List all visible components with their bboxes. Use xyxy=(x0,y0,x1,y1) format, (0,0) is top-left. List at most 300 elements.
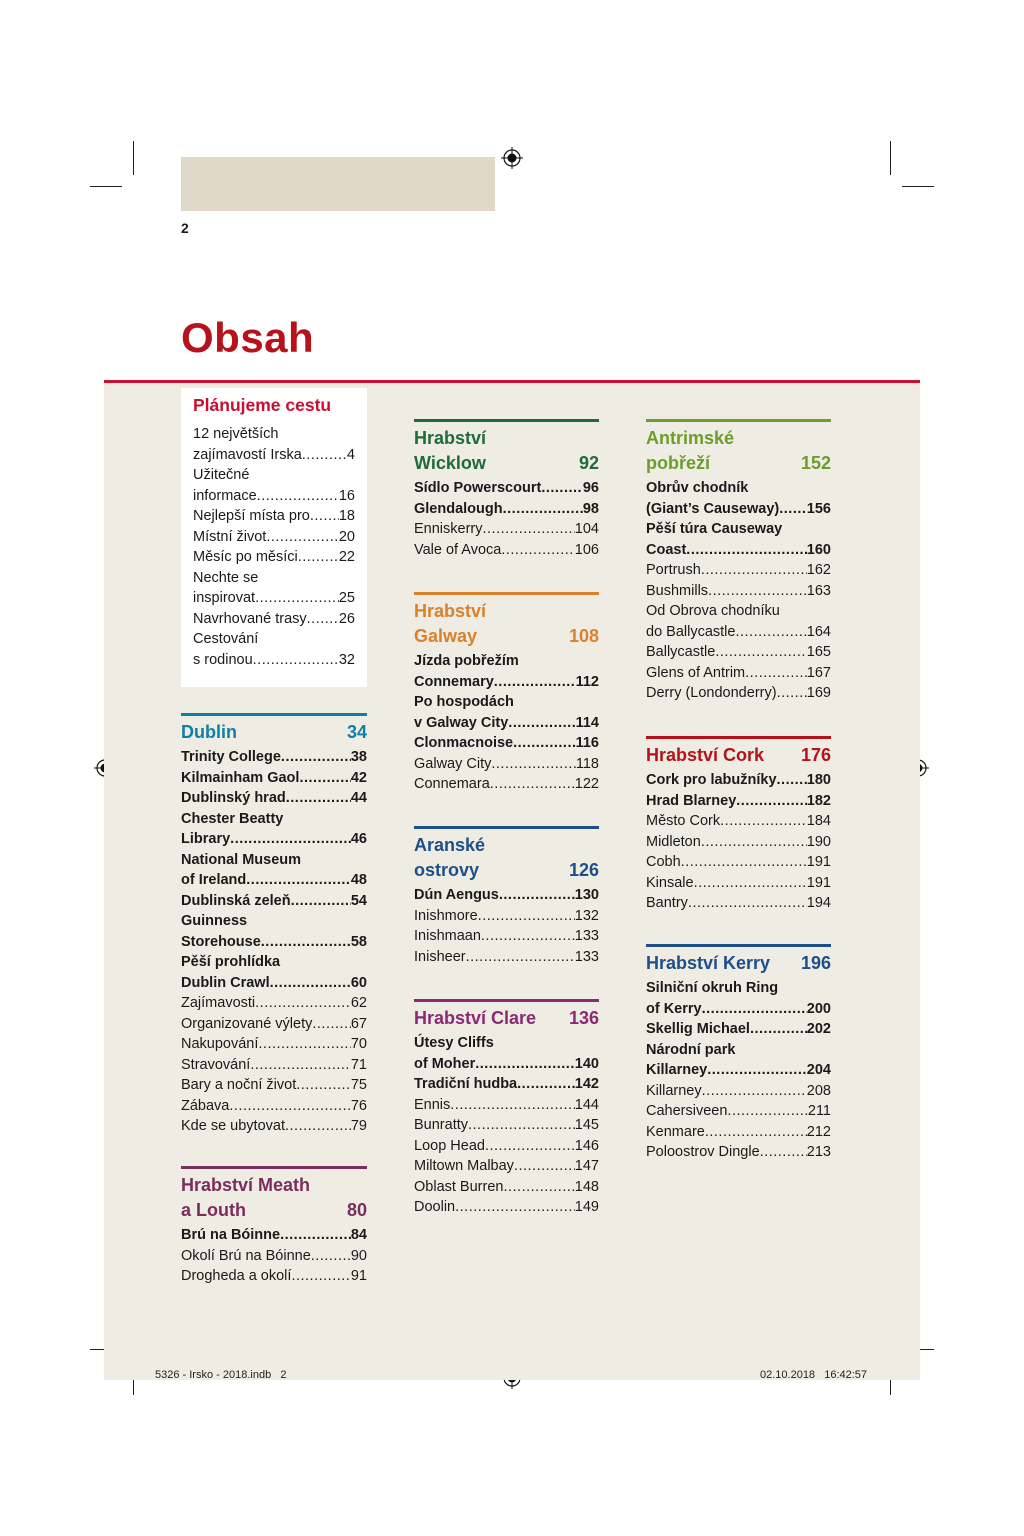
toc-entry-page: 122 xyxy=(574,776,599,792)
dot-leader xyxy=(266,527,339,548)
toc-entry-page: 182 xyxy=(806,792,831,809)
toc-entry[interactable] xyxy=(646,770,831,791)
toc-entry-page: 191 xyxy=(806,874,831,891)
toc-entry[interactable] xyxy=(646,683,831,704)
toc-entry-title: Dublinská zeleň xyxy=(181,892,291,909)
toc-entry-page: 162 xyxy=(806,562,831,578)
toc-entry[interactable] xyxy=(414,1074,599,1095)
section-heading-2: Galway xyxy=(414,626,478,646)
toc-entry[interactable] xyxy=(646,540,831,561)
toc-entry-title: Loop Head xyxy=(414,1137,485,1154)
toc-entry[interactable] xyxy=(414,519,599,540)
toc-entry-title: Bunratty xyxy=(414,1117,468,1133)
dot-leader xyxy=(541,478,583,499)
dot-leader xyxy=(261,932,351,953)
toc-entry[interactable] xyxy=(181,1055,367,1076)
page-title: Obsah xyxy=(181,314,315,361)
section-wicklow xyxy=(414,419,599,560)
toc-entry-title: Stravování xyxy=(181,1056,251,1073)
section-heading-2: Wicklow xyxy=(414,453,486,473)
toc-entry[interactable] xyxy=(646,581,831,602)
dot-leader xyxy=(517,1074,575,1095)
toc-entry-page: 145 xyxy=(574,1117,599,1133)
toc-entry[interactable] xyxy=(646,1142,831,1163)
toc-entry-page: 130 xyxy=(574,887,599,903)
toc-entry[interactable] xyxy=(646,499,831,520)
toc-entry-title: Derry (Londonderry) xyxy=(646,685,777,701)
dot-leader xyxy=(229,1096,350,1117)
title-rule xyxy=(104,380,920,383)
toc-entry-title: v Galway City xyxy=(414,714,509,731)
entry-list xyxy=(646,478,831,704)
toc-entry[interactable] xyxy=(181,747,367,768)
section-page: 176 xyxy=(800,745,831,765)
toc-entry-title: Killarney xyxy=(646,1062,708,1078)
toc-entry-title: Portrush xyxy=(646,562,701,578)
toc-entry-page: 79 xyxy=(350,1118,367,1134)
toc-entry[interactable] xyxy=(181,1014,367,1035)
toc-entry-title: inspirovat xyxy=(193,590,256,606)
section-meath-louth xyxy=(181,1166,367,1287)
toc-entry-title: Glens of Antrim xyxy=(646,664,746,681)
section-heading: Hrabství Meath xyxy=(181,1175,311,1195)
dot-leader xyxy=(705,1122,807,1143)
toc-entry[interactable] xyxy=(193,547,355,568)
toc-entry[interactable] xyxy=(414,906,599,927)
section-heading: Hrabství Clare xyxy=(414,1008,537,1028)
section-page: 34 xyxy=(346,722,367,742)
toc-entry[interactable] xyxy=(181,1096,367,1117)
crop-mark xyxy=(902,186,934,187)
toc-entry[interactable] xyxy=(646,663,831,684)
dot-leader xyxy=(702,1081,807,1102)
section-page: 152 xyxy=(800,453,831,473)
section-page: 92 xyxy=(578,453,599,473)
toc-entry-lead: Útesy Cliffs xyxy=(414,1035,494,1051)
toc-entry-page: 116 xyxy=(575,735,599,751)
toc-entry-title: Cork pro labužníky xyxy=(646,772,777,788)
entry-list xyxy=(414,1033,599,1218)
toc-entry[interactable] xyxy=(181,1225,367,1246)
toc-entry[interactable] xyxy=(646,873,831,894)
toc-entry[interactable] xyxy=(193,445,355,466)
entry-list xyxy=(646,770,831,914)
toc-entry-title: Měsíc po měsíci xyxy=(193,549,298,565)
toc-entry[interactable] xyxy=(414,713,599,734)
section-page: 126 xyxy=(568,860,599,880)
toc-entry-page: 146 xyxy=(574,1137,599,1154)
entry-list xyxy=(414,651,599,795)
dot-leader xyxy=(681,852,807,873)
section-heading: Plánujeme cestu xyxy=(193,395,332,415)
dot-leader xyxy=(499,885,575,906)
dot-leader xyxy=(296,1075,351,1096)
toc-entry-page: 38 xyxy=(350,749,367,765)
toc-entry[interactable] xyxy=(181,1266,367,1287)
dot-leader xyxy=(750,1019,807,1040)
section-page: 108 xyxy=(568,626,599,646)
toc-entry[interactable] xyxy=(646,560,831,581)
registration-mark-icon xyxy=(501,147,523,169)
toc-entry-page: 202 xyxy=(806,1021,831,1037)
dot-leader xyxy=(777,683,807,704)
toc-entry-title: Clonmacnoise xyxy=(414,735,514,751)
toc-entry-page: 76 xyxy=(350,1097,367,1114)
dot-leader xyxy=(686,540,807,561)
toc-entry-page: 48 xyxy=(350,872,367,888)
crop-mark xyxy=(890,141,891,175)
toc-entry-title: Sídlo Powerscourt xyxy=(414,480,542,496)
toc-entry-page: 32 xyxy=(338,651,355,668)
dot-leader xyxy=(285,1116,351,1137)
toc-entry-page: 194 xyxy=(806,895,831,911)
dot-leader xyxy=(727,1101,807,1122)
dot-leader xyxy=(701,832,807,853)
toc-entry-page: 180 xyxy=(806,772,831,788)
dot-leader xyxy=(736,791,807,812)
toc-entry[interactable] xyxy=(646,832,831,853)
dot-leader xyxy=(694,873,807,894)
dot-leader xyxy=(481,926,575,947)
toc-entry-title: Zajímavosti xyxy=(181,995,256,1011)
toc-entry-page: 208 xyxy=(806,1082,831,1099)
dot-leader xyxy=(246,870,351,891)
section-page: 136 xyxy=(568,1008,599,1028)
crop-mark xyxy=(133,141,134,175)
section-rule xyxy=(414,419,599,422)
toc-entry[interactable] xyxy=(181,829,367,850)
toc-entry-title: Doolin xyxy=(414,1199,456,1215)
section-rule xyxy=(414,592,599,595)
toc-entry-title: Kinsale xyxy=(646,874,694,891)
dot-leader xyxy=(291,1266,350,1287)
toc-entry[interactable] xyxy=(181,932,367,953)
dot-leader xyxy=(779,499,807,520)
entry-list xyxy=(181,1225,367,1287)
toc-entry-title: Bary a noční život xyxy=(181,1077,297,1093)
dot-leader xyxy=(299,768,350,789)
toc-entry-title: Ennis xyxy=(414,1096,451,1113)
toc-entry[interactable] xyxy=(414,1136,599,1157)
toc-entry[interactable] xyxy=(646,1101,831,1122)
toc-entry[interactable] xyxy=(181,993,367,1014)
dot-leader xyxy=(475,1054,575,1075)
toc-entry-page: 156 xyxy=(806,500,831,517)
toc-entry-page: 114 xyxy=(575,714,599,731)
toc-entry[interactable] xyxy=(646,642,831,663)
toc-entry-page: 104 xyxy=(574,521,599,537)
dot-leader xyxy=(257,486,339,507)
print-slug-right: 02.10.2018 16:42:57 xyxy=(760,1369,868,1381)
dot-leader xyxy=(503,499,583,520)
section-heading: Hrabství Cork xyxy=(646,745,765,765)
toc-entry-page: 169 xyxy=(806,685,831,701)
dot-leader xyxy=(298,547,339,568)
toc-entry-title: (Giant’s Causeway) xyxy=(646,500,780,517)
dot-leader xyxy=(735,622,806,643)
toc-entry[interactable] xyxy=(646,811,831,832)
dot-leader xyxy=(307,609,339,630)
crop-mark xyxy=(90,186,122,187)
section-kerry xyxy=(646,944,831,1163)
toc-entry[interactable] xyxy=(414,754,599,775)
toc-entry-page: 147 xyxy=(574,1158,599,1174)
toc-entry-title: Hrad Blarney xyxy=(646,792,737,809)
toc-entry-lead: Guinness xyxy=(181,913,248,929)
dot-leader xyxy=(513,733,575,754)
toc-entry-title: Miltown Malbay xyxy=(414,1158,514,1174)
toc-entry[interactable] xyxy=(181,1116,367,1137)
toc-entry[interactable] xyxy=(414,1095,599,1116)
section-heading: Aranské xyxy=(414,835,486,855)
dot-leader xyxy=(745,663,807,684)
toc-entry-page: 42 xyxy=(350,769,367,786)
toc-entry-title: Navrhované trasy xyxy=(193,610,307,627)
toc-entry-title: Nakupování xyxy=(181,1036,259,1052)
toc-entry-title: Oblast Burren xyxy=(414,1178,504,1195)
toc-entry-lead: Cestování xyxy=(193,631,259,647)
toc-entry-page: 91 xyxy=(350,1268,367,1284)
toc-entry-page: 133 xyxy=(574,948,599,965)
page-number: 2 xyxy=(181,220,189,236)
section-rule xyxy=(646,736,831,739)
toc-entry-title: Coast xyxy=(646,541,687,558)
dot-leader xyxy=(760,1142,807,1163)
toc-entry-title: Killarney xyxy=(646,1082,702,1099)
toc-entry-title: do Ballycastle xyxy=(646,623,736,640)
print-slug-left: 5326 - Irsko - 2018.indb 2 xyxy=(155,1369,287,1381)
toc-entry-title: Dublinský hrad xyxy=(181,790,286,806)
toc-entry-page: 133 xyxy=(574,928,599,944)
dot-leader xyxy=(312,1014,350,1035)
toc-entry-lead: Pěší túra Causeway xyxy=(646,521,783,537)
toc-entry-lead: 12 největších xyxy=(193,426,279,442)
toc-entry[interactable] xyxy=(414,1197,599,1218)
toc-entry-lead: Po hospodách xyxy=(414,694,514,710)
toc-entry-title: Cahersiveen xyxy=(646,1103,728,1119)
section-heading: Hrabství xyxy=(414,601,487,621)
toc-entry-title: Organizované výlety xyxy=(181,1015,313,1032)
toc-entry-title: zajímavostí Irska xyxy=(193,446,302,463)
section-galway xyxy=(414,592,599,795)
toc-entry-page: 67 xyxy=(350,1015,367,1032)
toc-entry-page: 167 xyxy=(806,664,831,681)
entry-list xyxy=(181,747,367,1137)
toc-entry-page: 212 xyxy=(806,1123,831,1140)
toc-entry-page: 190 xyxy=(806,833,831,850)
toc-entry[interactable] xyxy=(414,733,599,754)
toc-entry[interactable] xyxy=(181,788,367,809)
toc-entry-page: 18 xyxy=(338,508,355,524)
toc-entry-title: Kilmainham Gaol xyxy=(181,769,300,786)
toc-entry-title: Drogheda a okolí xyxy=(181,1268,292,1284)
toc-entry-title: Connemara xyxy=(414,776,490,792)
toc-entry-page: 98 xyxy=(582,500,599,517)
toc-entry-title: of Ireland xyxy=(181,872,247,888)
toc-entry[interactable] xyxy=(181,973,367,994)
entry-list xyxy=(414,478,599,560)
toc-entry[interactable] xyxy=(414,1177,599,1198)
toc-entry-title: Cobh xyxy=(646,854,681,870)
toc-entry-page: 148 xyxy=(574,1178,599,1195)
toc-entry-title: Město Cork xyxy=(646,813,721,829)
section-dublin xyxy=(181,713,367,1137)
toc-entry[interactable] xyxy=(646,1060,831,1081)
toc-entry-title: Storehouse xyxy=(181,933,261,950)
dot-leader xyxy=(255,993,351,1014)
toc-entry-title: Bantry xyxy=(646,895,688,911)
toc-entry-title: Galway City xyxy=(414,755,492,772)
toc-entry-page: 4 xyxy=(346,446,355,463)
toc-entry-title: Trinity College xyxy=(181,749,281,765)
toc-entry[interactable] xyxy=(414,1156,599,1177)
toc-entry-title: Glendalough xyxy=(414,500,503,517)
section-heading-2: pobřeží xyxy=(646,453,711,473)
section-heading-2: a Louth xyxy=(181,1200,246,1220)
dot-leader xyxy=(707,1060,807,1081)
toc-entry[interactable] xyxy=(193,506,355,527)
dot-leader xyxy=(253,650,339,671)
entry-list xyxy=(414,885,599,967)
toc-entry[interactable] xyxy=(414,478,599,499)
toc-entry-lead: Národní park xyxy=(646,1041,736,1058)
entry-list xyxy=(193,424,355,670)
toc-entry-lead: Nechte se xyxy=(193,569,259,586)
toc-entry-lead: Od Obrova chodníku xyxy=(646,603,780,619)
toc-entry-page: 54 xyxy=(350,892,367,909)
toc-entry-page: 44 xyxy=(350,790,367,806)
toc-entry-lead: Chester Beatty xyxy=(181,810,284,827)
toc-entry[interactable] xyxy=(193,588,355,609)
toc-entry-lead: Jízda pobřežím xyxy=(414,653,519,669)
toc-entry[interactable] xyxy=(414,774,599,795)
toc-entry[interactable] xyxy=(646,1019,831,1040)
dot-leader xyxy=(450,1095,575,1116)
section-rule xyxy=(414,999,599,1002)
entry-list xyxy=(646,978,831,1163)
toc-entry-page: 163 xyxy=(806,582,831,599)
toc-entry[interactable] xyxy=(646,1081,831,1102)
toc-entry[interactable] xyxy=(414,1115,599,1136)
toc-entry[interactable] xyxy=(193,650,355,671)
dot-leader xyxy=(701,560,807,581)
dot-leader xyxy=(250,1055,351,1076)
section-page: 80 xyxy=(346,1200,367,1220)
toc-entry[interactable] xyxy=(414,540,599,561)
dot-leader xyxy=(777,770,807,791)
toc-entry-page: 71 xyxy=(350,1056,367,1073)
toc-entry[interactable] xyxy=(646,999,831,1020)
toc-entry-title: Connemary xyxy=(414,673,494,690)
toc-entry[interactable] xyxy=(414,926,599,947)
toc-entry-title: informace xyxy=(193,487,257,504)
toc-entry-page: 22 xyxy=(338,549,355,565)
dot-leader xyxy=(478,906,575,927)
dot-leader xyxy=(302,445,347,466)
toc-entry-page: 112 xyxy=(575,673,599,690)
toc-entry[interactable] xyxy=(181,768,367,789)
toc-entry[interactable] xyxy=(646,622,831,643)
toc-entry-title: Okolí Brú na Bóinne xyxy=(181,1247,311,1264)
toc-entry[interactable] xyxy=(646,1122,831,1143)
toc-entry-page: 46 xyxy=(350,831,367,847)
toc-entry-title: Inishmore xyxy=(414,907,478,924)
toc-entry[interactable] xyxy=(181,1246,367,1267)
toc-entry-title: Místní život xyxy=(193,528,267,545)
toc-entry[interactable] xyxy=(193,609,355,630)
section-aran xyxy=(414,826,599,967)
toc-entry[interactable] xyxy=(414,1054,599,1075)
toc-entry[interactable] xyxy=(414,672,599,693)
toc-entry-page: 90 xyxy=(350,1247,367,1264)
toc-entry-page: 160 xyxy=(806,541,831,558)
toc-entry-page: 211 xyxy=(807,1103,831,1119)
toc-entry-title: Ballycastle xyxy=(646,644,716,660)
toc-entry[interactable] xyxy=(414,947,599,968)
dot-leader xyxy=(455,1197,575,1218)
toc-entry-page: 118 xyxy=(575,755,599,772)
dot-leader xyxy=(468,1115,575,1136)
toc-entry[interactable] xyxy=(181,1034,367,1055)
toc-entry[interactable] xyxy=(646,893,831,914)
dot-leader xyxy=(490,774,575,795)
section-heading: Antrimské xyxy=(646,428,735,448)
dot-leader xyxy=(508,713,575,734)
toc-entry-page: 213 xyxy=(806,1144,831,1160)
toc-entry-page: 144 xyxy=(574,1096,599,1113)
dot-leader xyxy=(514,1156,575,1177)
dot-leader xyxy=(258,1034,350,1055)
toc-entry[interactable] xyxy=(193,486,355,507)
toc-entry-title: Library xyxy=(181,831,231,847)
toc-entry-page: 191 xyxy=(806,854,831,870)
toc-entry-lead: National Museum xyxy=(181,851,302,868)
section-page: 196 xyxy=(800,953,831,973)
toc-entry[interactable] xyxy=(414,885,599,906)
toc-entry[interactable] xyxy=(181,870,367,891)
toc-entry-page: 96 xyxy=(582,480,599,496)
toc-entry-title: Inisheer xyxy=(414,948,466,965)
toc-entry-title: Poloostrov Dingle xyxy=(646,1144,760,1160)
toc-entry[interactable] xyxy=(646,852,831,873)
section-heading: Dublin xyxy=(181,722,237,742)
toc-entry-page: 165 xyxy=(806,644,831,660)
dot-leader xyxy=(310,506,339,527)
dot-leader xyxy=(491,754,576,775)
section-heading: Hrabství xyxy=(414,428,487,448)
dot-leader xyxy=(466,947,575,968)
toc-entry-title: Kde se ubytovat xyxy=(181,1118,285,1134)
toc-entry-page: 16 xyxy=(338,487,355,504)
toc-entry[interactable] xyxy=(414,499,599,520)
toc-entry[interactable] xyxy=(193,527,355,548)
dot-leader xyxy=(494,672,576,693)
dot-leader xyxy=(483,519,575,540)
toc-entry-title: Dún Aengus xyxy=(414,887,499,903)
toc-entry-title: s rodinou xyxy=(193,651,253,668)
toc-entry[interactable] xyxy=(181,1075,367,1096)
dot-leader xyxy=(688,893,807,914)
section-rule xyxy=(181,713,367,716)
toc-entry-title: Inishmaan xyxy=(414,928,481,944)
toc-entry-page: 140 xyxy=(574,1055,599,1072)
toc-entry-title: Bushmills xyxy=(646,582,709,599)
section-heading: Hrabství Kerry xyxy=(646,953,771,973)
toc-entry[interactable] xyxy=(181,891,367,912)
toc-entry-page: 106 xyxy=(574,541,599,558)
toc-entry[interactable] xyxy=(646,791,831,812)
dot-leader xyxy=(311,1246,351,1267)
